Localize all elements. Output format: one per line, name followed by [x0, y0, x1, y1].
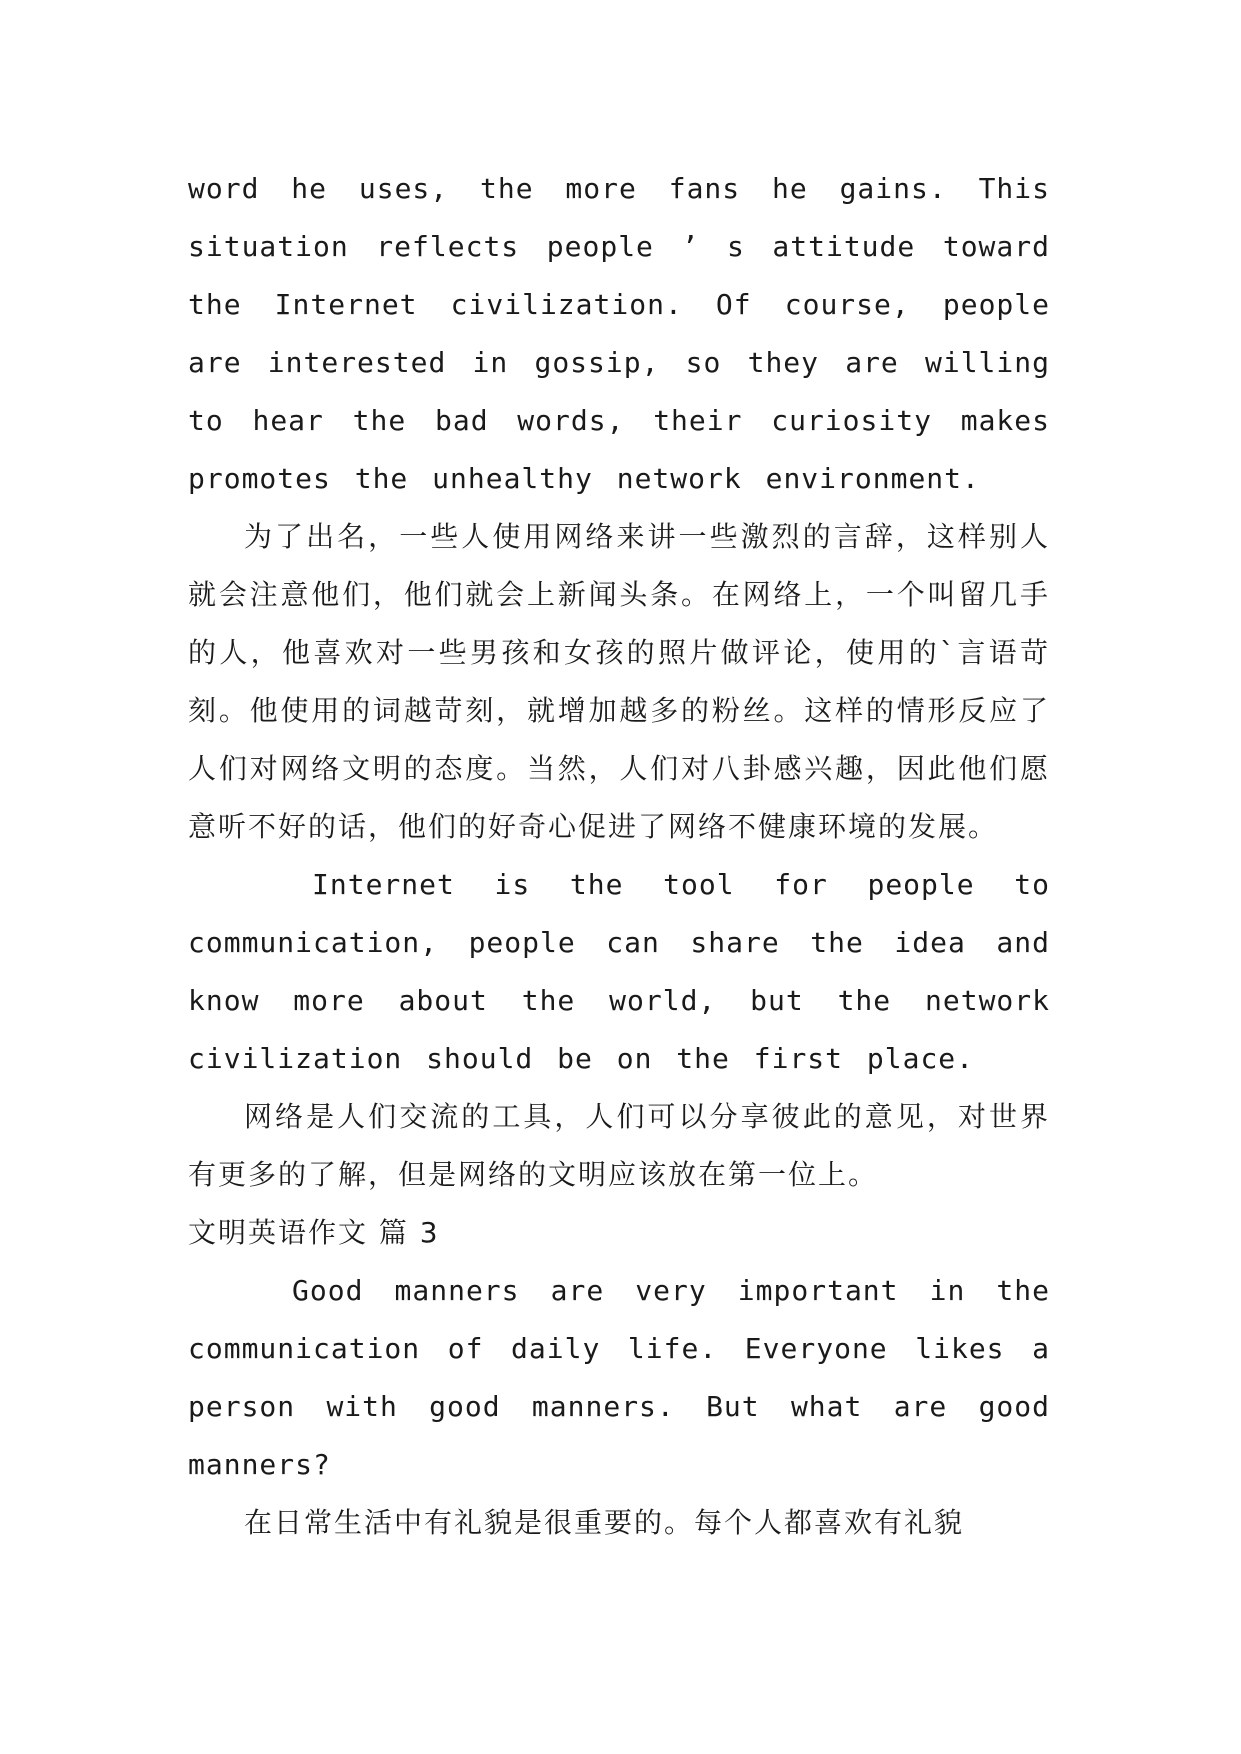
chinese-paragraph: 网络是人们交流的工具，人们可以分享彼此的意见，对世界有更多的了解，但是网络的文明应该放在第一位上。 [188, 1100, 1050, 1191]
english-paragraph: Internet is the tool for people to communication, people can share the idea and know more about the world, but the network civilization should be on the first place. [188, 868, 1050, 1075]
section-heading: 文明英语作文 篇 3 [188, 1216, 440, 1249]
english-paragraph: Good manners are very important in the communication of daily life. Everyone likes a person with good manners. But what are good manners? [188, 1274, 1050, 1481]
chinese-paragraph: 在日常生活中有礼貌是很重要的。每个人都喜欢有礼貌 [244, 1506, 965, 1539]
chinese-paragraph: 为了出名，一些人使用网络来讲一些激烈的言辞，这样别人就会注意他们，他们就会上新闻头条。在网络上，一个叫留几手的人，他喜欢对一些男孩和女孩的照片做评论，使用的`言语苛刻。他使用的词越苛刻，就增加越多的粉丝。这样的情形反应了人们对网络文明的态度。当然，人们对八卦感兴趣，因此他们愿意听不好的话，他们的好奇心促进了网络不健康环境的发展。 [188, 520, 1050, 843]
english-paragraph: word he uses, the more fans he gains. This situation reflects people ’ s attitude toward the Internet civilization. Of course, people are interested in gossip, so they are willing to hear the bad words, their curiosity makes promotes the unhealthy network environment. [188, 172, 1050, 495]
document-page [188, 160, 1050, 1552]
